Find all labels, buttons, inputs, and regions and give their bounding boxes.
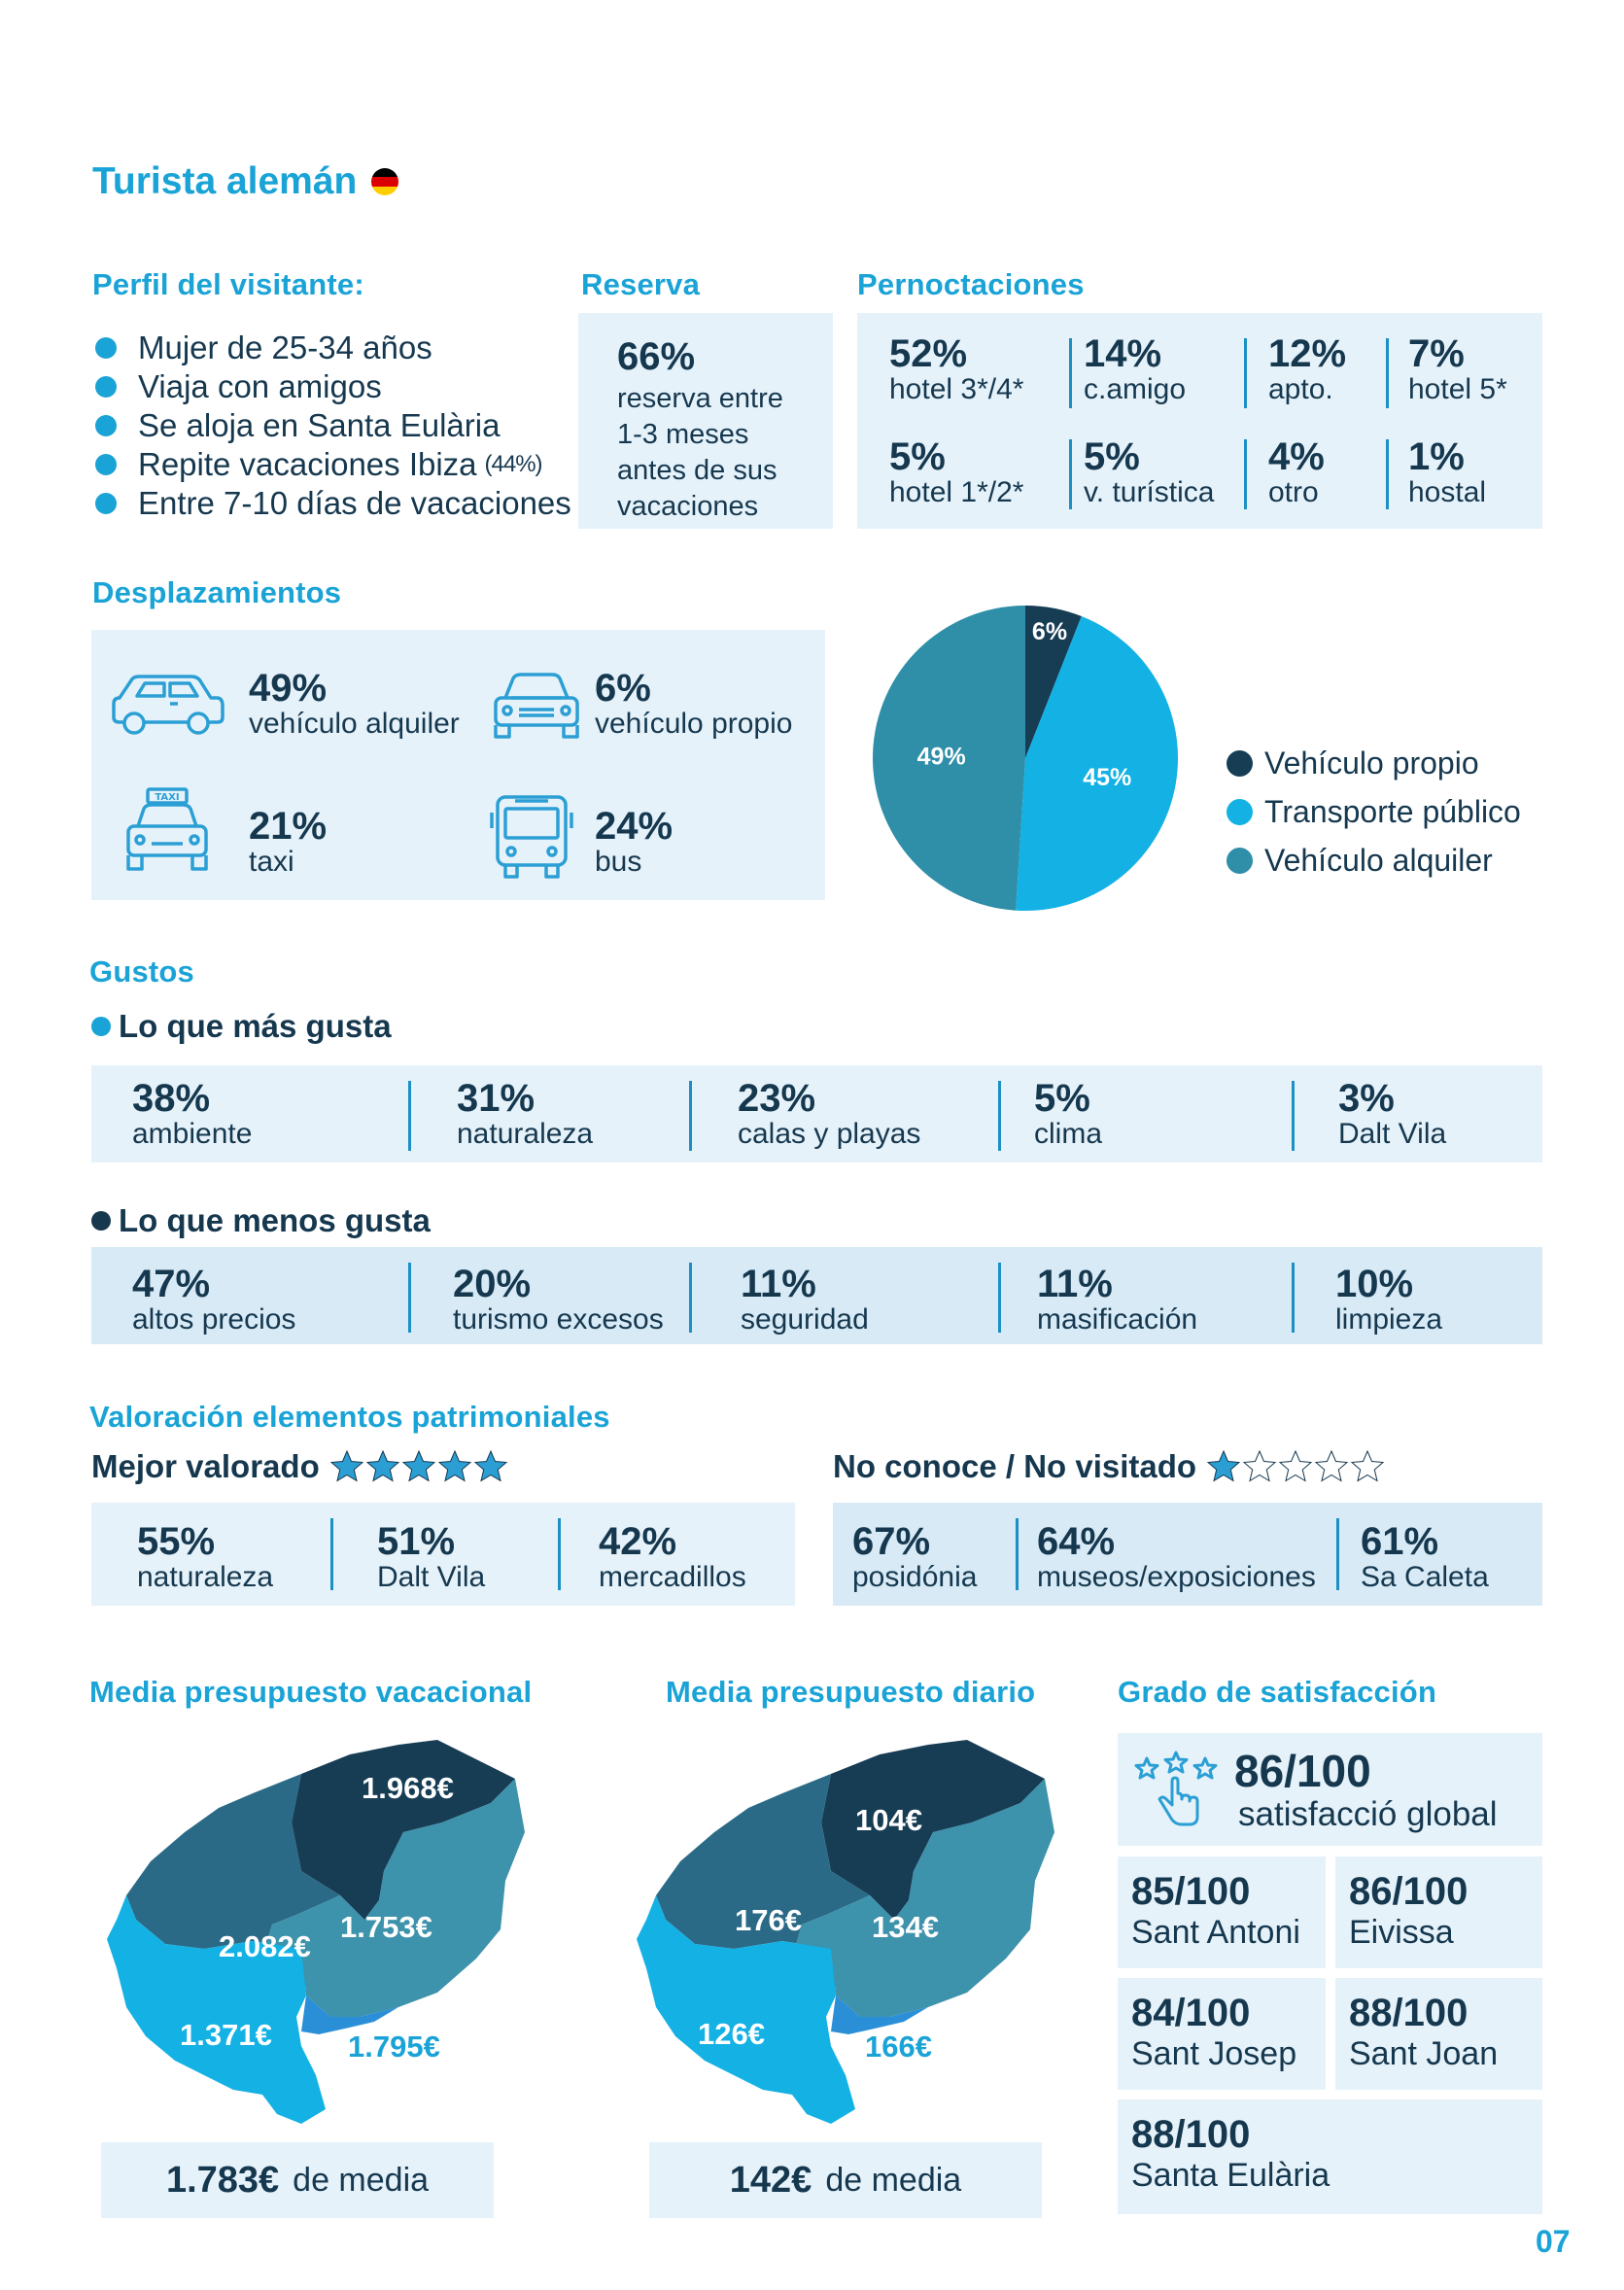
gustos-mas-heading: Lo que más gusta bbox=[91, 1008, 392, 1045]
desplazamientos-panel bbox=[91, 630, 825, 900]
gusto-item: 20% turismo excesos bbox=[453, 1263, 664, 1336]
divider bbox=[408, 1263, 411, 1333]
map-value-label: 166€ bbox=[865, 2030, 932, 2064]
divider bbox=[1244, 338, 1247, 408]
valoracion-item: 55% naturaleza bbox=[137, 1520, 274, 1593]
bullet-dot bbox=[91, 1017, 111, 1036]
pernoctacion-item: 12% apto. bbox=[1268, 332, 1347, 405]
bullet-dot bbox=[95, 415, 117, 436]
perfil-item: Se aloja en Santa Eulària bbox=[95, 406, 571, 445]
divider bbox=[998, 1263, 1001, 1333]
valoracion-heading: Valoración elementos patrimoniales bbox=[89, 1400, 610, 1434]
legend-swatch bbox=[1227, 750, 1253, 777]
presupuesto-vacacional-heading: Media presupuesto vacacional bbox=[89, 1675, 533, 1709]
gusto-item: 5% clima bbox=[1034, 1077, 1103, 1150]
no-conoce-heading: No conoce / No visitado bbox=[833, 1448, 1386, 1485]
mejor-valorado-panel bbox=[91, 1503, 795, 1606]
divider bbox=[1069, 338, 1072, 408]
reserva-heading: Reserva bbox=[581, 267, 701, 301]
ibiza-map-diario bbox=[637, 1725, 1064, 2134]
satisfaccion-global-box bbox=[1118, 1733, 1542, 1846]
media-diario-box: 142€ de media bbox=[649, 2142, 1042, 2218]
divider bbox=[689, 1081, 692, 1151]
pernoctaciones-heading: Pernoctaciones bbox=[857, 267, 1085, 301]
desplazamiento-item: 24% bus bbox=[595, 805, 674, 878]
perfil-heading: Perfil del visitante: bbox=[92, 267, 364, 301]
map-value-label: 104€ bbox=[855, 1803, 922, 1837]
pernoctacion-item: 4% otro bbox=[1268, 435, 1325, 508]
gusto-item: 11% seguridad bbox=[741, 1263, 869, 1336]
taxi-icon bbox=[119, 785, 216, 883]
perfil-item: Entre 7-10 días de vacaciones bbox=[95, 484, 571, 523]
page-header bbox=[92, 160, 399, 203]
pernoctacion-item: 1% hostal bbox=[1408, 435, 1487, 508]
gusto-item: 11% masificación bbox=[1037, 1263, 1198, 1336]
car-front-icon bbox=[488, 669, 585, 746]
map-value-label: 126€ bbox=[698, 2017, 765, 2051]
map-value-label: 2.082€ bbox=[219, 1929, 311, 1963]
page-title: Turista alemán bbox=[92, 160, 358, 202]
desplazamiento-item: 49% vehículo alquiler bbox=[249, 667, 460, 740]
pernoctaciones-panel bbox=[857, 313, 1542, 529]
gustos-heading: Gustos bbox=[89, 954, 194, 989]
bullet-dot bbox=[95, 493, 117, 514]
desplazamiento-item: 6% vehículo propio bbox=[595, 667, 793, 740]
divider bbox=[998, 1081, 1001, 1151]
bullet-dot bbox=[95, 376, 117, 398]
divider bbox=[1336, 1518, 1339, 1590]
rating-hand-icon bbox=[1133, 1751, 1219, 1828]
perfil-item: Repite vacaciones Ibiza (44%) bbox=[95, 445, 571, 484]
gusto-item: 47% altos precios bbox=[132, 1263, 296, 1336]
legend-swatch bbox=[1227, 799, 1253, 825]
gustos-mas-panel bbox=[91, 1065, 1542, 1162]
pernoctacion-item: 5% hotel 1*/2* bbox=[889, 435, 1024, 508]
gusto-item: 3% Dalt Vila bbox=[1338, 1077, 1447, 1150]
svg-text:TAXI: TAXI bbox=[155, 792, 180, 803]
reserva-value: 66% bbox=[617, 335, 696, 378]
divider bbox=[1069, 439, 1072, 509]
legend-item: Vehículo alquiler bbox=[1227, 836, 1521, 885]
satisfaccion-item: 86/100 Eivissa bbox=[1335, 1856, 1542, 1968]
divider bbox=[330, 1518, 333, 1590]
five-stars-icon bbox=[329, 1449, 509, 1484]
valoracion-item: 67% posidónia bbox=[852, 1520, 978, 1593]
reserva-panel bbox=[578, 313, 833, 529]
satisfaccion-heading: Grado de satisfacción bbox=[1118, 1675, 1437, 1709]
divider bbox=[558, 1518, 561, 1590]
bullet-dot bbox=[95, 337, 117, 359]
legend-item: Vehículo propio bbox=[1227, 739, 1521, 787]
map-value-label: 134€ bbox=[872, 1910, 939, 1944]
germany-flag-icon bbox=[370, 167, 399, 196]
divider bbox=[1386, 338, 1389, 408]
presupuesto-diario-heading: Media presupuesto diario bbox=[666, 1675, 1036, 1709]
rating-stars-icon bbox=[1206, 1449, 1386, 1484]
global-label: satisfacció global bbox=[1238, 1795, 1498, 1833]
map-value-label: 1.968€ bbox=[362, 1771, 454, 1805]
pernoctacion-item: 52% hotel 3*/4* bbox=[889, 332, 1024, 405]
reserva-text: reserva entre 1-3 meses antes de sus vacaciones bbox=[617, 383, 783, 522]
gustos-menos-heading: Lo que menos gusta bbox=[91, 1202, 431, 1239]
satisfaccion-item: 84/100 Sant Josep bbox=[1118, 1978, 1326, 2090]
satisfaccion-item: 88/100 Santa Eulària bbox=[1118, 2099, 1542, 2214]
divider bbox=[1244, 439, 1247, 509]
bus-icon bbox=[488, 791, 575, 884]
desplazamiento-item: 21% taxi bbox=[249, 805, 328, 878]
gusto-item: 10% limpieza bbox=[1335, 1263, 1443, 1336]
gusto-item: 31% naturaleza bbox=[457, 1077, 594, 1150]
pie-data-label: 6% bbox=[1031, 617, 1068, 645]
map-value-label: 1.795€ bbox=[348, 2030, 440, 2064]
gusto-item: 23% calas y playas bbox=[738, 1077, 921, 1150]
divider bbox=[1292, 1263, 1295, 1333]
no-conoce-panel bbox=[833, 1503, 1542, 1606]
pernoctacion-item: 7% hotel 5* bbox=[1408, 332, 1507, 405]
bullet-dot bbox=[95, 454, 117, 475]
global-score: 86/100 bbox=[1234, 1746, 1371, 1796]
legend-swatch bbox=[1227, 848, 1253, 874]
map-value-label: 1.371€ bbox=[180, 2018, 272, 2052]
pie-data-label: 45% bbox=[1083, 763, 1132, 791]
legend-item: Transporte público bbox=[1227, 787, 1521, 836]
gusto-item: 38% ambiente bbox=[132, 1077, 253, 1150]
ibiza-map-vacacional bbox=[107, 1725, 535, 2134]
valoracion-item: 61% Sa Caleta bbox=[1361, 1520, 1489, 1593]
perfil-item: Mujer de 25-34 años bbox=[95, 329, 571, 367]
page-number: 07 bbox=[1536, 2224, 1571, 2259]
map-value-label: 176€ bbox=[735, 1903, 802, 1937]
divider bbox=[1292, 1081, 1295, 1151]
valoracion-item: 51% Dalt Vila bbox=[377, 1520, 486, 1593]
pie-legend bbox=[1227, 739, 1521, 885]
bullet-dot bbox=[91, 1211, 111, 1231]
valoracion-item: 64% museos/exposiciones bbox=[1037, 1520, 1316, 1593]
gustos-menos-panel bbox=[91, 1247, 1542, 1344]
pernoctacion-item: 5% v. turística bbox=[1084, 435, 1215, 508]
map-value-label: 1.753€ bbox=[340, 1910, 432, 1944]
valoracion-item: 42% mercadillos bbox=[599, 1520, 746, 1593]
divider bbox=[1386, 439, 1389, 509]
car-icon bbox=[106, 669, 227, 742]
satisfaccion-item: 85/100 Sant Antoni bbox=[1118, 1856, 1326, 1968]
desplazamientos-heading: Desplazamientos bbox=[92, 575, 342, 609]
divider bbox=[689, 1263, 692, 1333]
divider bbox=[408, 1081, 411, 1151]
transport-pie-chart bbox=[860, 593, 1191, 923]
perfil-item: Viaja con amigos bbox=[95, 367, 571, 406]
media-vacacional-box: 1.783€ de media bbox=[101, 2142, 494, 2218]
mejor-valorado-heading: Mejor valorado bbox=[91, 1448, 509, 1485]
satisfaccion-item: 88/100 Sant Joan bbox=[1335, 1978, 1542, 2090]
perfil-list bbox=[95, 329, 571, 523]
pernoctacion-item: 14% c.amigo bbox=[1084, 332, 1187, 405]
pie-data-label: 49% bbox=[916, 743, 966, 771]
divider bbox=[1016, 1518, 1019, 1590]
